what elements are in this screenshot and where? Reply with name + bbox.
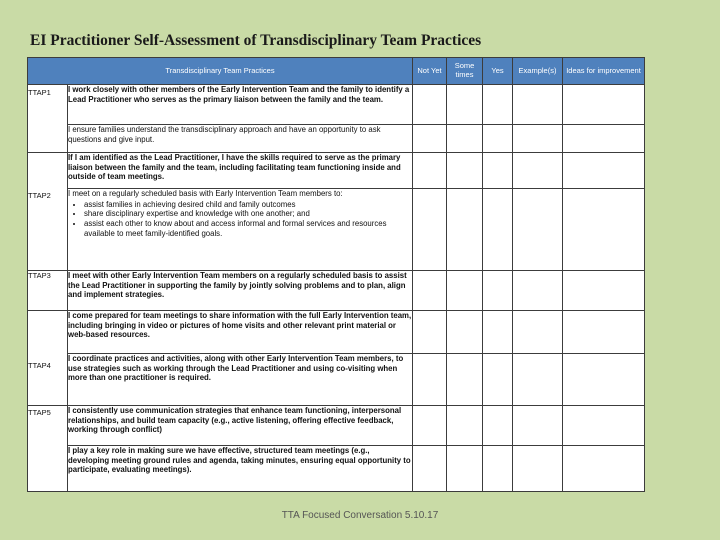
ideas-cell[interactable] [563, 406, 645, 446]
practice-text [68, 189, 413, 271]
list-item: • assist each other to know about and access informal and formal services and resources available to meet family-identified goals. [84, 219, 412, 238]
practice-text: I play a key role in making sure we have effective, structured team meetings (e.g., developing meeting ground rules and agenda, taking minutes, ensuring equal opportunity to participate, evaluating meetings). [68, 446, 413, 492]
ideas-cell[interactable] [563, 125, 645, 153]
sometimes-cell[interactable] [447, 85, 483, 125]
list-item: • assist families in achieving desired child and family outcomes [84, 200, 412, 210]
practice-code: TTAP4 [28, 361, 51, 370]
ideas-column-header: Ideas for improvement [563, 58, 645, 85]
examples-cell[interactable] [513, 311, 563, 354]
yes-cell[interactable] [483, 354, 513, 406]
table-row [28, 406, 645, 446]
practice-code: TTAP1 [28, 88, 51, 97]
ideas-cell[interactable] [563, 85, 645, 125]
practice-code: TTAP3 [28, 271, 51, 280]
ideas-cell[interactable] [563, 271, 645, 311]
yes-cell[interactable] [483, 406, 513, 446]
sometimes-cell[interactable] [447, 189, 483, 271]
not-yet-cell[interactable] [413, 406, 447, 446]
sometimes-cell[interactable] [447, 153, 483, 189]
practice-text: I coordinate practices and activities, along with other Early Intervention Team members, to use strategies such as working through the Lead Practitioner and using co-visiting when more than one practitioner is required. [68, 354, 413, 406]
table-row [28, 85, 645, 125]
not-yet-cell[interactable] [413, 153, 447, 189]
practice-text: I ensure families understand the transdisciplinary approach and have an opportunity to ask questions and give input. [68, 125, 413, 153]
not-yet-column-header: Not Yet [413, 58, 447, 85]
page-title: EI Practitioner Self-Assessment of Transdisciplinary Team Practices [30, 32, 482, 49]
examples-cell[interactable] [513, 406, 563, 446]
sometimes-cell[interactable] [447, 125, 483, 153]
not-yet-cell[interactable] [413, 446, 447, 492]
examples-cell[interactable] [513, 354, 563, 406]
not-yet-cell[interactable] [413, 354, 447, 406]
table-row [28, 271, 645, 311]
table-row [28, 189, 645, 271]
practice-intro: I meet on a regularly scheduled basis with Early Intervention Team members to: [68, 189, 343, 198]
sometimes-cell[interactable] [447, 271, 483, 311]
examples-cell[interactable] [513, 153, 563, 189]
practice-code-cell [28, 406, 68, 492]
practice-code: TTAP2 [28, 191, 51, 200]
table-row [28, 354, 645, 406]
practices-column-header: Transdisciplinary Team Practices [28, 58, 413, 85]
yes-cell[interactable] [483, 446, 513, 492]
yes-cell[interactable] [483, 271, 513, 311]
practice-text: If I am identified as the Lead Practitioner, I have the skills required to serve as the primary liaison between the family and the team, including facilitating team functioning inside and outside of team meetings. [68, 153, 413, 189]
examples-cell[interactable] [513, 271, 563, 311]
yes-cell[interactable] [483, 153, 513, 189]
yes-cell[interactable] [483, 85, 513, 125]
yes-column-header: Yes [483, 58, 513, 85]
examples-cell[interactable] [513, 125, 563, 153]
practice-text: I work closely with other members of the Early Intervention Team and the family to identify a Lead Practitioner who serves as the primary liaison between the family and the team. [68, 85, 413, 125]
not-yet-cell[interactable] [413, 189, 447, 271]
not-yet-cell[interactable] [413, 125, 447, 153]
practice-code-cell [28, 271, 68, 311]
practice-text: I come prepared for team meetings to share information with the full Early Intervention team, including bringing in video or pictures of home visits and other relevant print material or web-based resources. [68, 311, 413, 354]
practice-code-cell [28, 311, 68, 406]
table-row [28, 153, 645, 189]
sometimes-cell[interactable] [447, 354, 483, 406]
sometimes-cell[interactable] [447, 406, 483, 446]
yes-cell[interactable] [483, 125, 513, 153]
ideas-cell[interactable] [563, 153, 645, 189]
table-row [28, 311, 645, 354]
not-yet-cell[interactable] [413, 271, 447, 311]
self-assessment-table [27, 57, 645, 492]
sometimes-cell[interactable] [447, 446, 483, 492]
sometimes-cell[interactable] [447, 311, 483, 354]
header-row [28, 58, 645, 85]
examples-cell[interactable] [513, 85, 563, 125]
table-row [28, 125, 645, 153]
sometimes-column-header: Some times [447, 58, 483, 85]
not-yet-cell[interactable] [413, 311, 447, 354]
not-yet-cell[interactable] [413, 85, 447, 125]
ideas-cell[interactable] [563, 446, 645, 492]
table-row [28, 446, 645, 492]
practice-text: I meet with other Early Intervention Team members on a regularly scheduled basis to assist the Lead Practitioner in supporting the family by jointly solving problems and to plan, align and implement strategies. [68, 271, 413, 311]
examples-cell[interactable] [513, 446, 563, 492]
ideas-cell[interactable] [563, 354, 645, 406]
slide-footer: TTA Focused Conversation 5.10.17 [281, 510, 439, 521]
yes-cell[interactable] [483, 189, 513, 271]
practice-code-cell [28, 85, 68, 153]
practice-text: I consistently use communication strategies that enhance team functioning, interpersonal relationships, and build team capacity (e.g., active listening, offering effective feedback, working through conflict) [68, 406, 413, 446]
examples-column-header: Example(s) [513, 58, 563, 85]
list-item: • share disciplinary expertise and knowledge with one another; and [84, 209, 412, 219]
practice-code: TTAP5 [28, 408, 51, 417]
yes-cell[interactable] [483, 311, 513, 354]
practice-code-cell [28, 153, 68, 271]
ideas-cell[interactable] [563, 189, 645, 271]
practice-bullets [68, 200, 412, 239]
examples-cell[interactable] [513, 189, 563, 271]
ideas-cell[interactable] [563, 311, 645, 354]
